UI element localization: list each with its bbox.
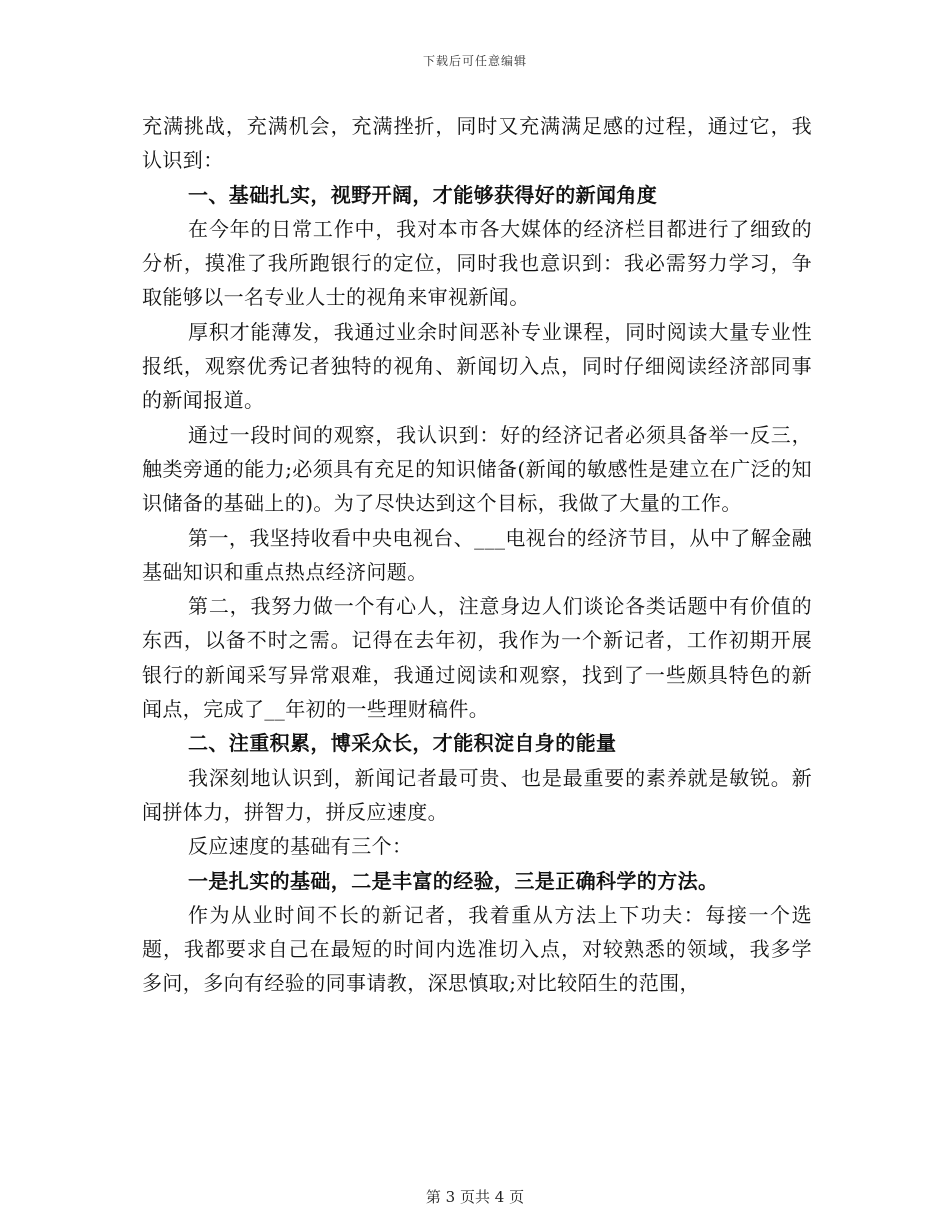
paragraph: 第二，我努力做一个有心人，注意身边人们谈论各类话题中有价值的东西，以备不时之需。记得在去年初，我作为一个新记者，工作初期开展银行的新闻采写异常艰难，我通过阅读和观察，找到了一些颇具特色的新闻点，完成了__年初的一些理财稿件。 — [142, 594, 812, 722]
section-heading-2: 二、注重积累，博采众长，才能积淀自身的能量 — [188, 731, 617, 756]
page-footer: 第 3 页共 4 页 — [425, 1188, 525, 1206]
paragraph: 我深刻地认识到，新闻记者最可贵、也是最重要的素养就是敏锐。新闻拼体力，拼智力，拼反应速度。 — [142, 765, 812, 824]
paragraph: 第一，我坚持收看中央电视台、___电视台的经济节目，从中了解金融基础知识和重点热点经济问题。 — [142, 525, 812, 584]
paragraph: 作为从业时间不长的新记者，我着重从方法上下功夫：每接一个选题，我都要求自己在最短的时间内选准切入点，对较熟悉的领域，我多学多问，多向有经验的同事请教，深思慎取;对比较陌生的范围， — [142, 902, 812, 996]
paragraph: 反应速度的基础有三个： — [188, 834, 413, 859]
paragraph-intro: 充满挑战，充满机会，充满挫折，同时又充满满足感的过程，通过它，我认识到： — [142, 114, 812, 173]
paragraph: 在今年的日常工作中，我对本市各大媒体的经济栏目都进行了细致的分析，摸准了我所跑银行的定位，同时我也意识到：我必需努力学习，争取能够以一名专业人士的视角来审视新闻。 — [142, 216, 812, 310]
paragraph: 通过一段时间的观察，我认识到：好的经济记者必须具备举一反三，触类旁通的能力;必须具有充足的知识储备(新闻的敏感性是建立在广泛的知识储备的基础上的)。为了尽快达到这个目标，我做了大量的工作。 — [142, 422, 812, 516]
paragraph: 厚积才能薄发，我通过业余时间恶补专业课程，同时阅读大量专业性报纸，观察优秀记者独特的视角、新闻切入点，同时仔细阅读经济部同事的新闻报道。 — [142, 319, 812, 413]
document-body — [142, 109, 812, 1001]
page-header: 下载后可任意编辑 — [422, 54, 527, 68]
emphasis-line: 一是扎实的基础，二是丰富的经验，三是正确科学的方法。 — [188, 868, 719, 893]
section-heading-1: 一、基础扎实，视野开阔，才能够获得好的新闻角度 — [188, 182, 658, 207]
